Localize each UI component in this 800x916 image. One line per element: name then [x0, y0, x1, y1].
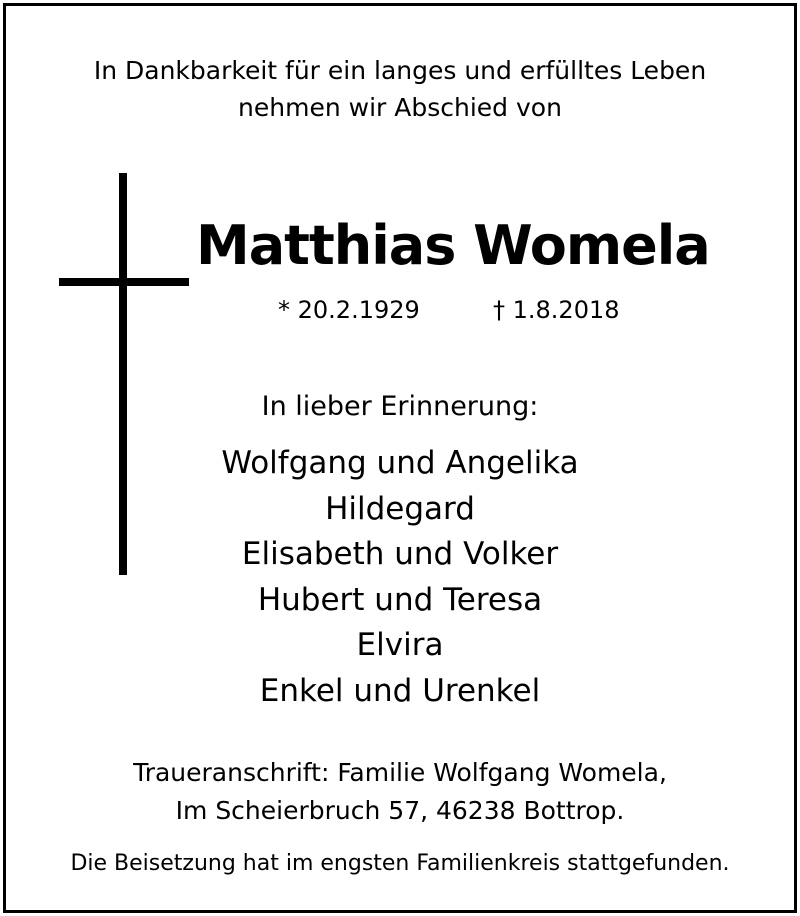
- intro-text: [0, 52, 800, 126]
- birth-date: * 20.2.1929: [278, 296, 420, 324]
- funeral-note: Die Beisetzung hat im engsten Familienkreis stattgefunden.: [70, 851, 730, 876]
- family-member: Elvira: [356, 627, 444, 664]
- intro-line-1: In Dankbarkeit für ein langes und erfülltes Leben: [93, 56, 707, 85]
- death-date: † 1.8.2018: [493, 296, 620, 324]
- family-member: Hildegard: [325, 490, 475, 527]
- address-line-2: Im Scheierbruch 57, 46238 Bottrop.: [175, 796, 625, 825]
- life-dates: [0, 296, 800, 330]
- family-list: [0, 441, 800, 715]
- family-member: Wolfgang und Angelika: [221, 445, 579, 481]
- intro-line-2: nehmen wir Abschied von: [238, 93, 562, 122]
- cross-icon-bar: [59, 278, 189, 286]
- mourning-address: [0, 754, 800, 830]
- memory-heading: In lieber Erinnerung:: [261, 391, 539, 422]
- family-member: Elisabeth und Volker: [241, 536, 559, 573]
- address-line-1: Traueranschrift: Familie Wolfgang Womela,: [133, 758, 667, 787]
- family-member: Enkel und Urenkel: [259, 672, 541, 709]
- deceased-name: Matthias Womela: [196, 214, 710, 277]
- family-member: Hubert und Teresa: [257, 581, 543, 618]
